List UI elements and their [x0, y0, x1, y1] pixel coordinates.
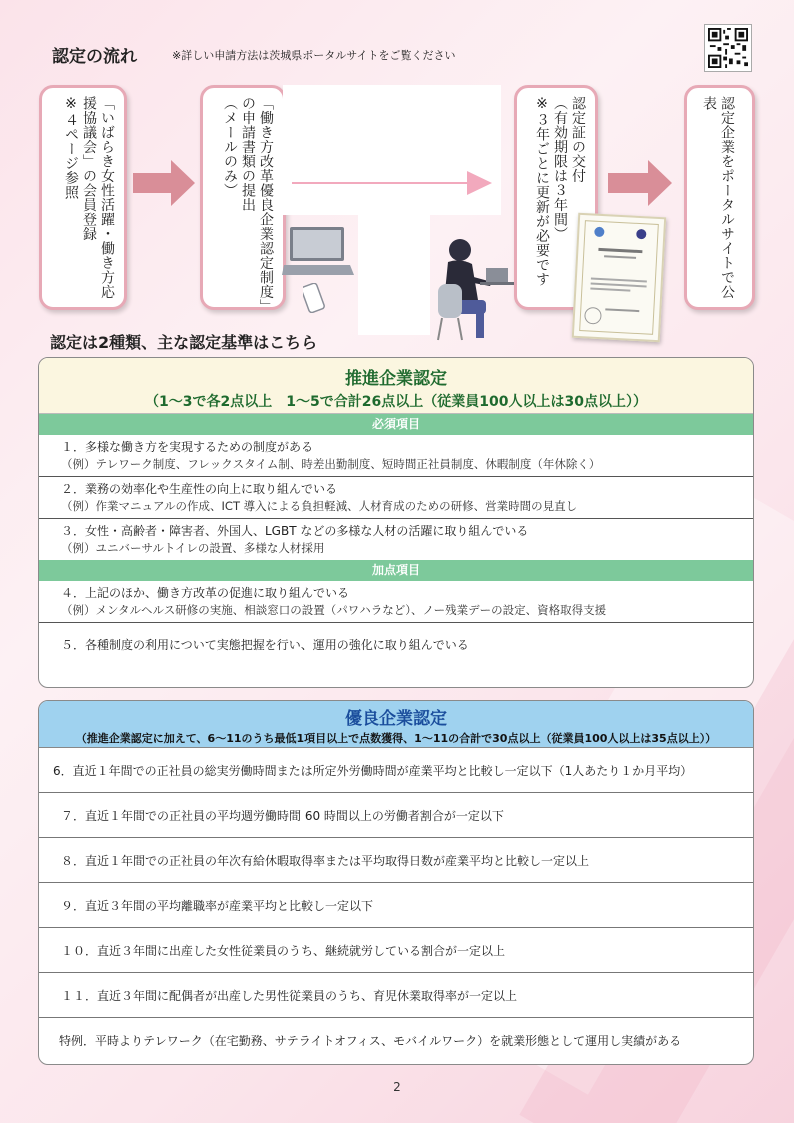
promotion-subtitle: （1～3で各2点以上 1～5で合計26点以上（従業員100人以上は30点以上）） [145, 394, 647, 410]
page-number: 2 [393, 1080, 401, 1094]
qr-code-icon [708, 28, 748, 68]
flow-step-member-registration [39, 85, 127, 310]
criteria-item [39, 477, 753, 519]
criteria-row: １０．直近３年間に出産した女性従業員のうち、継続就労している割合が一定以上 [39, 928, 753, 973]
flow-step-application [200, 85, 286, 310]
required-items-band: 必須項目 [39, 414, 753, 435]
criteria-item [39, 581, 753, 623]
criteria-text: １．多様な働き方を実現するための制度がある [61, 440, 314, 454]
flow-step-text: 「働き方改革優良企業認定制度」の申請書類の提出 （メールのみ） [222, 96, 274, 307]
flow-title: 認定の流れ [52, 47, 137, 67]
promotion-certification-section [38, 357, 754, 688]
flow-arrow-icon [133, 160, 195, 206]
flow-step-publication [684, 85, 755, 310]
certificate-image [572, 213, 666, 342]
portal-note: ※詳しい申請方法は茨城県ポータルサイトをご覧ください [172, 49, 456, 62]
criteria-example: （例）ユニバーサルトイレの設置、多様な人材採用 [61, 541, 325, 555]
smartphone-icon [303, 283, 325, 317]
promotion-title: 推進企業認定 [345, 369, 447, 389]
criteria-text: ３．女性・高齢者・障害者、外国人、LGBT などの多様な人材の活躍に取り組んでいる [61, 524, 529, 538]
illustration-panel [358, 210, 430, 335]
flow-arrow-icon [608, 160, 672, 206]
criteria-row: ９．直近３年間の平均離職率が産業平均と比較し一定以下 [39, 883, 753, 928]
flow-step-text: 認定証の交付 （有効期限は３年間） ※３年ごとに更新が必要です [534, 96, 586, 287]
criteria-row: 6．直近１年間での正社員の総実労働時間または所定外労働時間が産業平均と比較し一定以下（1人あたり１か月平均） [39, 748, 753, 793]
flow-long-arrow-icon [292, 168, 492, 198]
criteria-example: （例）メンタルヘルス研修の実施、相談窓口の設置（パワハラなど）、ノー残業デーの設定、資格取得支援 [61, 603, 607, 617]
criteria-row: ８．直近１年間での正社員の年次有給休暇取得率または平均取得日数が産業平均と比較し一定以上 [39, 838, 753, 883]
woman-at-laptop-icon [430, 232, 520, 346]
criteria-row: １１．直近３年間に配偶者が出産した男性従業員のうち、育児休業取得率が一定以上 [39, 973, 753, 1018]
criteria-text: ５．各種制度の利用について実態把握を行い、運用の強化に取り組んでいる [61, 638, 469, 652]
excellent-title: 優良企業認定 [345, 709, 447, 729]
criteria-example: （例）作業マニュアルの作成、ICT 導入による負担軽減、人材育成のための研修、営業時間の見直し [61, 499, 578, 513]
criteria-text: ２．業務の効率化や生産性の向上に取り組んでいる [61, 482, 338, 496]
excellent-certification-section [38, 700, 754, 1065]
criteria-item [39, 435, 753, 477]
excellent-header [39, 701, 753, 748]
criteria-heading: 認定は2種類、主な認定基準はこちら [50, 333, 318, 352]
criteria-row: 特例．平時よりテレワーク（在宅勤務、サテライトオフィス、モバイルワーク）を就業形態として運用し実績がある [59, 1034, 682, 1048]
laptop-icon [282, 225, 354, 284]
criteria-text: ４．上記のほか、働き方改革の促進に取り組んでいる [61, 586, 350, 600]
promotion-header [39, 358, 753, 414]
criteria-item [39, 623, 753, 658]
qr-code[interactable] [704, 24, 752, 72]
flow-step-text: 認定企業をポータルサイトで公表 [701, 96, 735, 299]
flow-step-text: 「いばらき女性活躍・働き方応援協議会」の会員登録 ※４ページ参照 [63, 96, 115, 299]
criteria-item [39, 519, 753, 560]
criteria-example: （例）テレワーク制度、フレックスタイム制、時差出勤制度、短時間正社員制度、休暇制度（年休除く） [61, 457, 601, 471]
bonus-items-band: 加点項目 [39, 560, 753, 581]
excellent-subtitle: （推進企業認定に加えて、6～11のうち最低1項目以上で点数獲得、1～11の合計で30点以上（従業員100人以上は35点以上）） [75, 732, 717, 745]
criteria-row: ７．直近１年間での正社員の平均週労働時間 60 時間以上の労働者割合が一定以下 [39, 793, 753, 838]
